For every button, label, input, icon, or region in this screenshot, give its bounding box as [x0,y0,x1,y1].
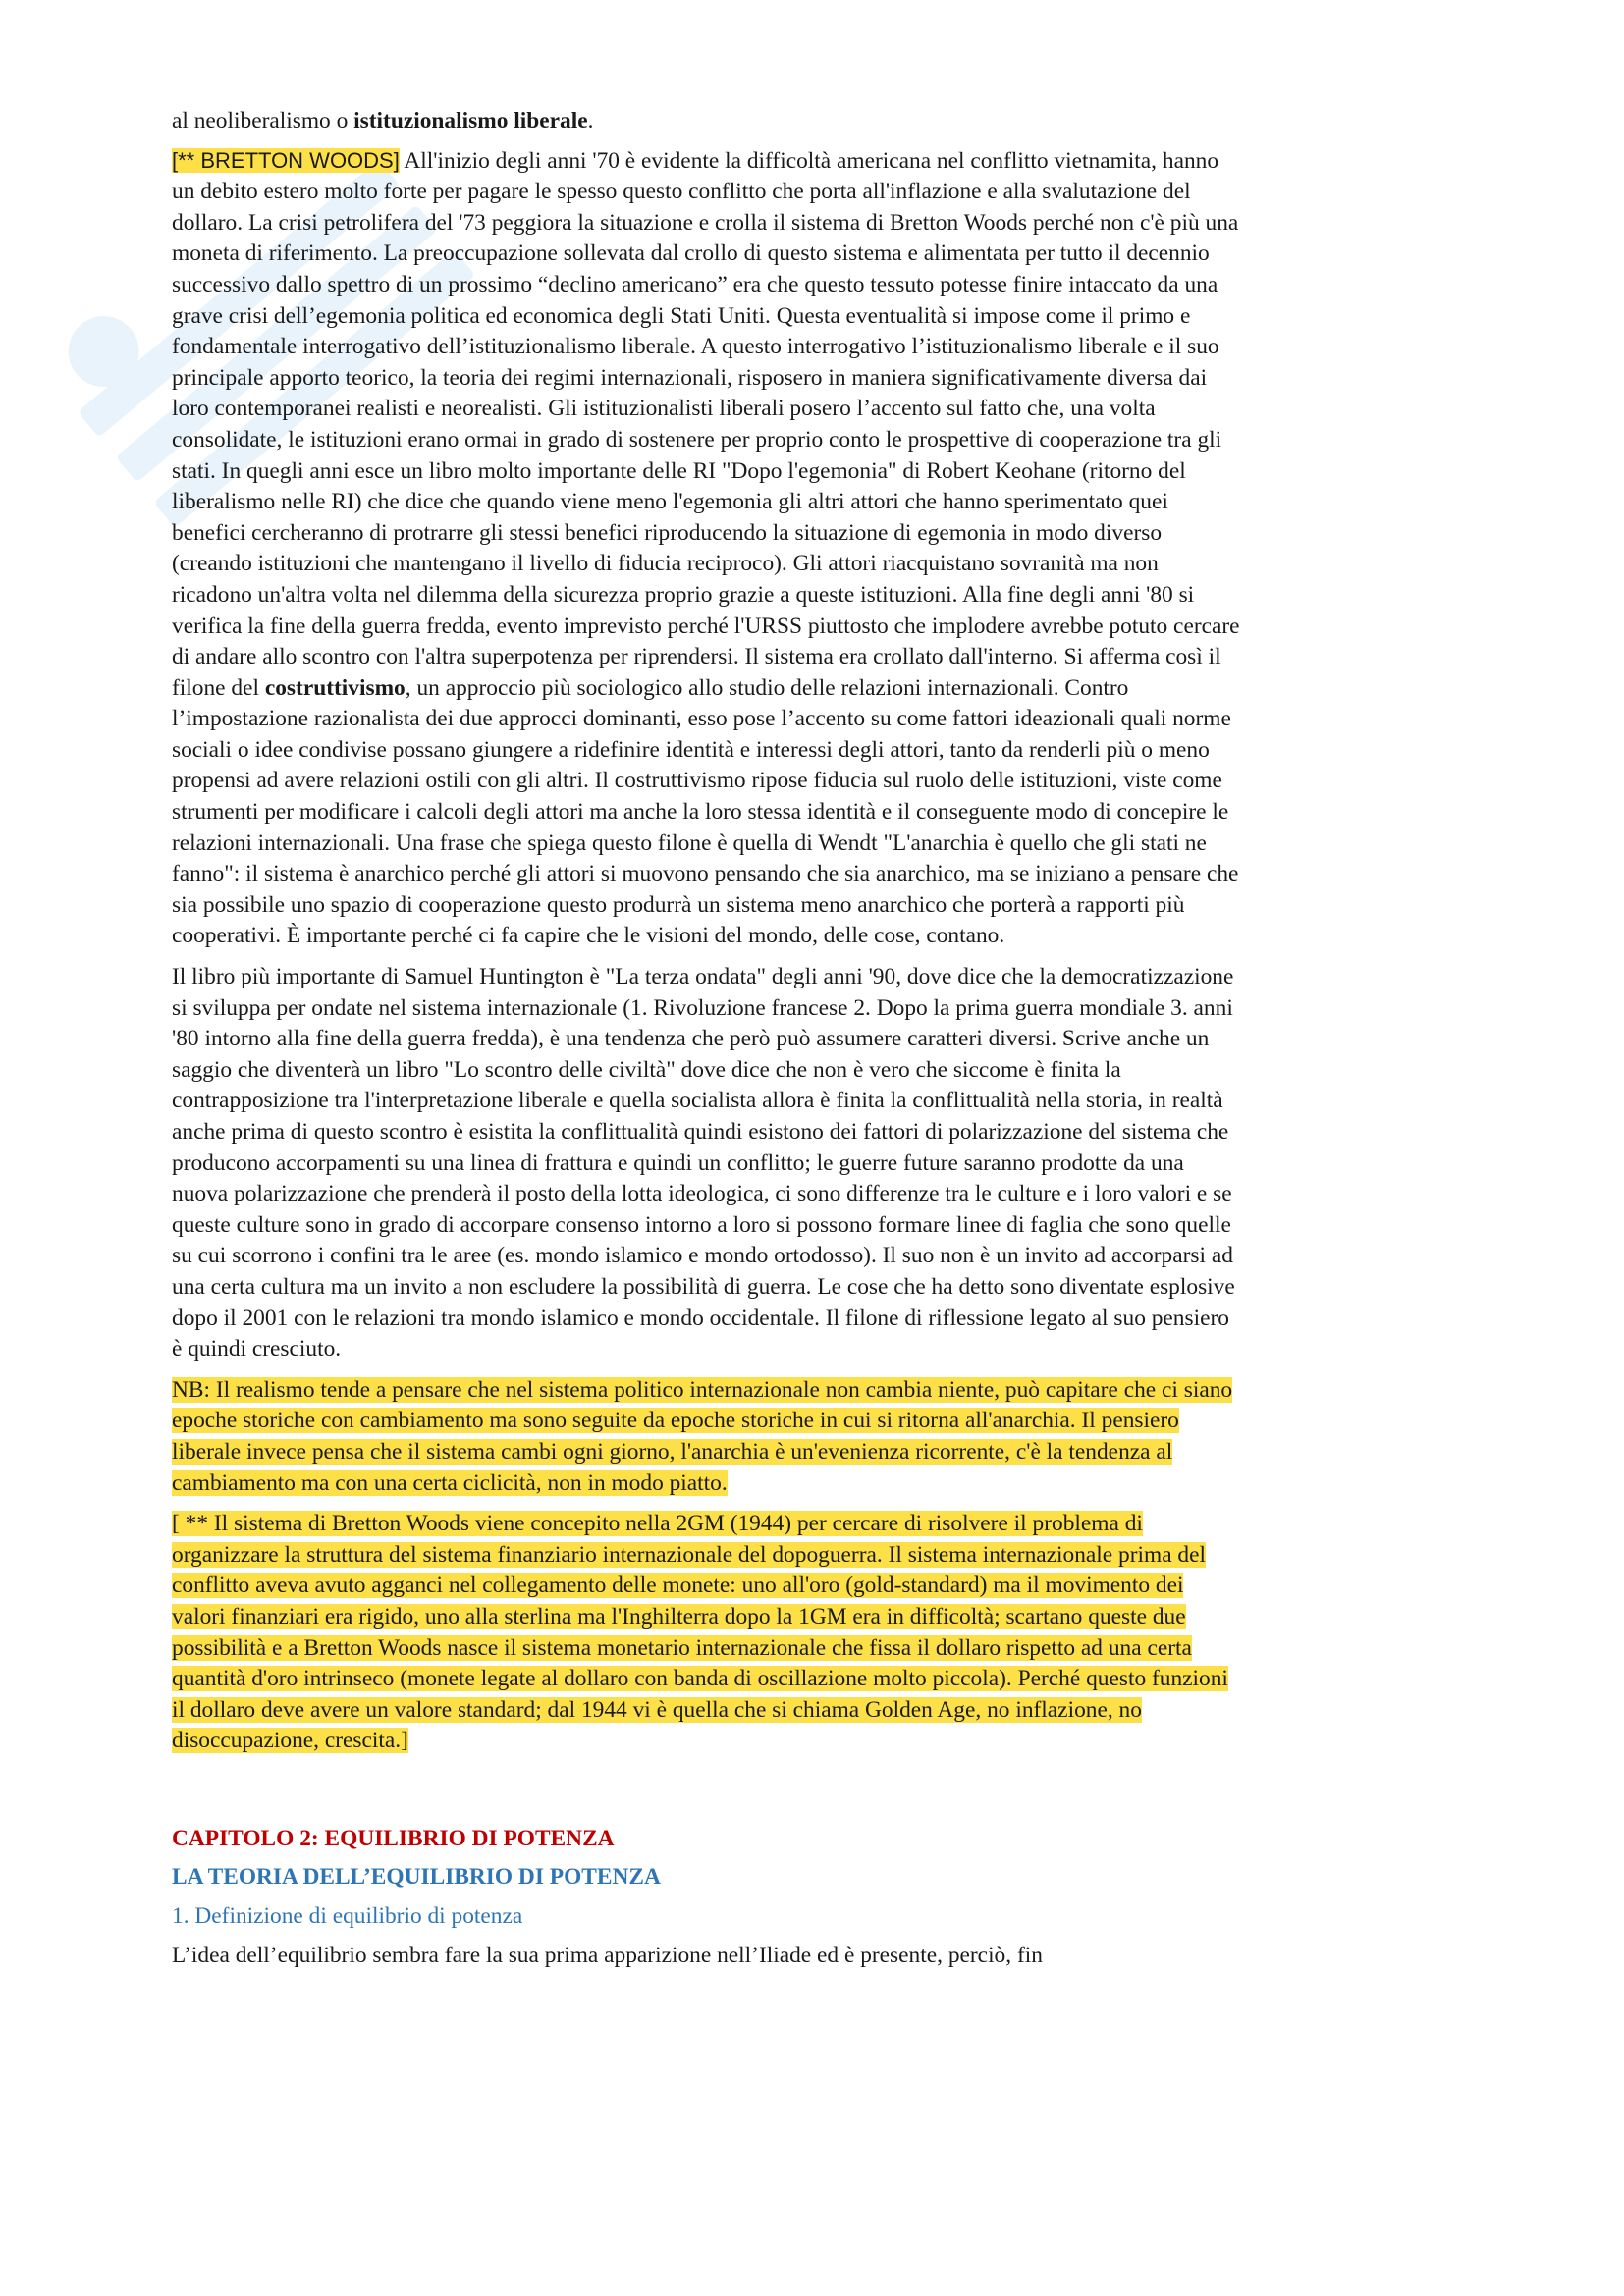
intro-line [172,106,1242,137]
subsection-title: 1. Definizione di equilibrio di potenza [172,1903,523,1930]
section-title: LA TEORIA DELL’EQUILIBRIO DI POTENZA [172,1864,661,1891]
intro-text: al neoliberalismo o [172,108,354,133]
intro-bold-term: istituzionalismo liberale [353,108,588,133]
last-paragraph: L’idea dell’equilibrio sembra fare la sua prima apparizione nell’Iliade ed è presente, perciò, fin [172,1942,1043,1968]
constructivism-term: costruttivismo [264,674,406,701]
huntington-paragraph: Il libro più importante di Samuel Huntington è "La terza ondata" degli anni '90, dove dice che la democratizzazione si sviluppa per ondate nel sistema internazionale (1. Rivoluzione francese 2. Dopo la prima guerra mondiale 3. anni '80 intorno alla fine della guerra fredda), è una tendenza che però può assumere caratteri diversi. Scrive anche un saggio che diventerà un libro "Lo scontro delle civiltà" dove dice che non è vero che siccome è finita la contrapposizione tra l'interpretazione liberale e quella socialista allora è finita la conflittualità nella storia, in realtà anche prima di questo scontro è esistita la conflittualità quindi esistono dei fattori di polarizzazione del sistema che producono accorpamenti su una linea di frattura e quindi un conflitto; le guerre future saranno prodotte da una nuova polarizzazione che prenderà il posto della lotta ideologica, ci sono differenze tra le culture e i loro valori e se queste culture sono in grado di accorpare consenso intorno a loro si possono formare linee di faglia che sono quelle su cui scorrono i confini tra le aree (es. mondo islamico e mondo ortodosso). Il suo non è un invito ad accorparsi ad una certa cultura ma un invito a non escludere la possibilità di guerra. Le cose che ha detto sono diventate esplosive dopo il 2001 con le relazioni tra mondo islamico e mondo occidentale. Il filone di riflessione legato al suo pensiero è quindi cresciuto. [172,964,1235,1362]
nb-highlighted-text: NB: Il realismo tende a pensare che nel sistema politico internazionale non cambia niente, può capitare che ci siano epoche storiche con cambiamento ma sono seguite da epoche storiche in cui si ritorna all'anarchia. Il pensiero liberale invece pensa che il sistema cambi ogni giorno, l'anarchia è un'evenienza ricorrente, c'è la tendenza al cambiamento ma con una certa ciclicità, non in modo piatto. [172,1376,1233,1496]
bretton-woods-text-2: , un approccio più sociologico allo studio delle relazioni internazionali. Contro l’impostazione razionalista dei due approcci dominanti, esso pose l’accento su come fattori ideazionali quali norme sociali o idee condivise possano giungere a ridefinire identità e interessi degli attori, tanto da renderli più o meno propensi ad avere relazioni ostili con gli altri. Il costruttivismo ripose fiducia sul ruolo delle istituzioni, viste come strumenti per modificare i calcoli degli attori ma anche la loro stessa identità e il conseguente modo di concepire le relazioni internazionali. Una frase che spiega questo filone è quella di Wendt "L'anarchia è quello che gli stati ne fanno": il sistema è anarchico perché gli attori si muovono pensando che sia anarchico, ma se iniziano a pensare che sia possibile uno spazio di cooperazione questo produrrà un sistema meno anarchico che porterà a rapporti più cooperativi. È importante perché ci fa capire che le visioni del mondo, delle cose, contano. [172,674,1239,949]
document-page [172,106,1242,1981]
bretton-woods-note-text: [ ** Il sistema di Bretton Woods viene concepito nella 2GM (1944) per cercare di risolvere il problema di organizzare la struttura del sistema finanziario internazionale del dopoguerra. Il sistema internazionale prima del conflitto aveva avuto agganci nel collegamento delle monete: uno all'oro (gold-standard) ma il movimento dei valori finanziari era rigido, uno alla sterlina ma l'Inghilterra dopo la 1GM era in difficoltà; scartano queste due possibilità e a Bretton Woods nasce il sistema monetario internazionale che fissa il dollaro rispetto ad una certa quantità d'oro intrinseco (monete legate al dollaro con banda di oscillazione molto piccola). Perché questo funzioni il dollaro deve avere un valore standard; dal 1944 vi è quella che si chiama Golden Age, no inflazione, no disoccupazione, crescita.] [172,1511,1228,1754]
bretton-woods-tag: [** BRETTON WOODS] [172,147,400,173]
nb-paragraph [172,1375,1242,1499]
section-spacer [172,1767,1242,1824]
bretton-woods-text-1: All'inizio degli anni '70 è evidente la difficoltà americana nel conflitto vietnamita, hanno un debito estero molto forte per pagare le spesso questo conflitto che porta all'inflazione e alla svalutazione del dollaro. La crisi petrolifera del '73 peggiora la situazione e crolla il sistema di Bretton Woods perché non c'è più una moneta di riferimento. La preoccupazione sollevata dal crollo di questo sistema e alimentata per tutto il decennio successivo dallo spettro di un prossimo “declino americano” era che questo tessuto potesse finire intaccato da una grave crisi dell’egemonia politica ed economica degli Stati Uniti. Questa eventualità si impose come il primo e fondamentale interrogativo dell’istituzionalismo liberale. A questo interrogativo l’istituzionalismo liberale e il suo principale apporto teorico, la teoria dei regimi internazionali, risposero in maniera significativamente diversa dai loro contemporanei realisti e neorealisti. Gli istituzionalisti liberali posero l’accento sul fatto che, una volta consolidate, le istituzioni erano ormai in grado di sostenere per proprio conto le prospettive di cooperazione tra gli stati. In quegli anni esce un libro molto importante delle RI "Dopo l'egemonia" di Robert Keohane (ritorno del liberalismo nelle RI) che dice che quando viene meno l'egemonia gli altri attori che hanno sperimentato quei benefici cercheranno di protrarre gli stessi benefici riproducendo la situazione di egemonia in modo diverso (creando istituzioni che mantengano il livello di fiducia reciproco). Gli attori riacquistano sovranità ma non ricadono un'altra volta nel dilemma della sicurezza proprio grazie a queste istituzioni. Alla fine degli anni '80 si verifica la fine della guerra fredda, evento imprevisto perché l'URSS piuttosto che implodere avrebbe potuto cercare di andare allo scontro con l'altra superpotenza per riprendersi. Il sistema era crollato dall'interno. Si afferma così il filone del [172,147,1240,701]
chapter-title: CAPITOLO 2: EQUILIBRIO DI POTENZA [172,1825,615,1851]
bretton-woods-note-paragraph [172,1509,1242,1757]
intro-period: . [587,108,594,133]
bretton-woods-paragraph [172,145,1242,952]
